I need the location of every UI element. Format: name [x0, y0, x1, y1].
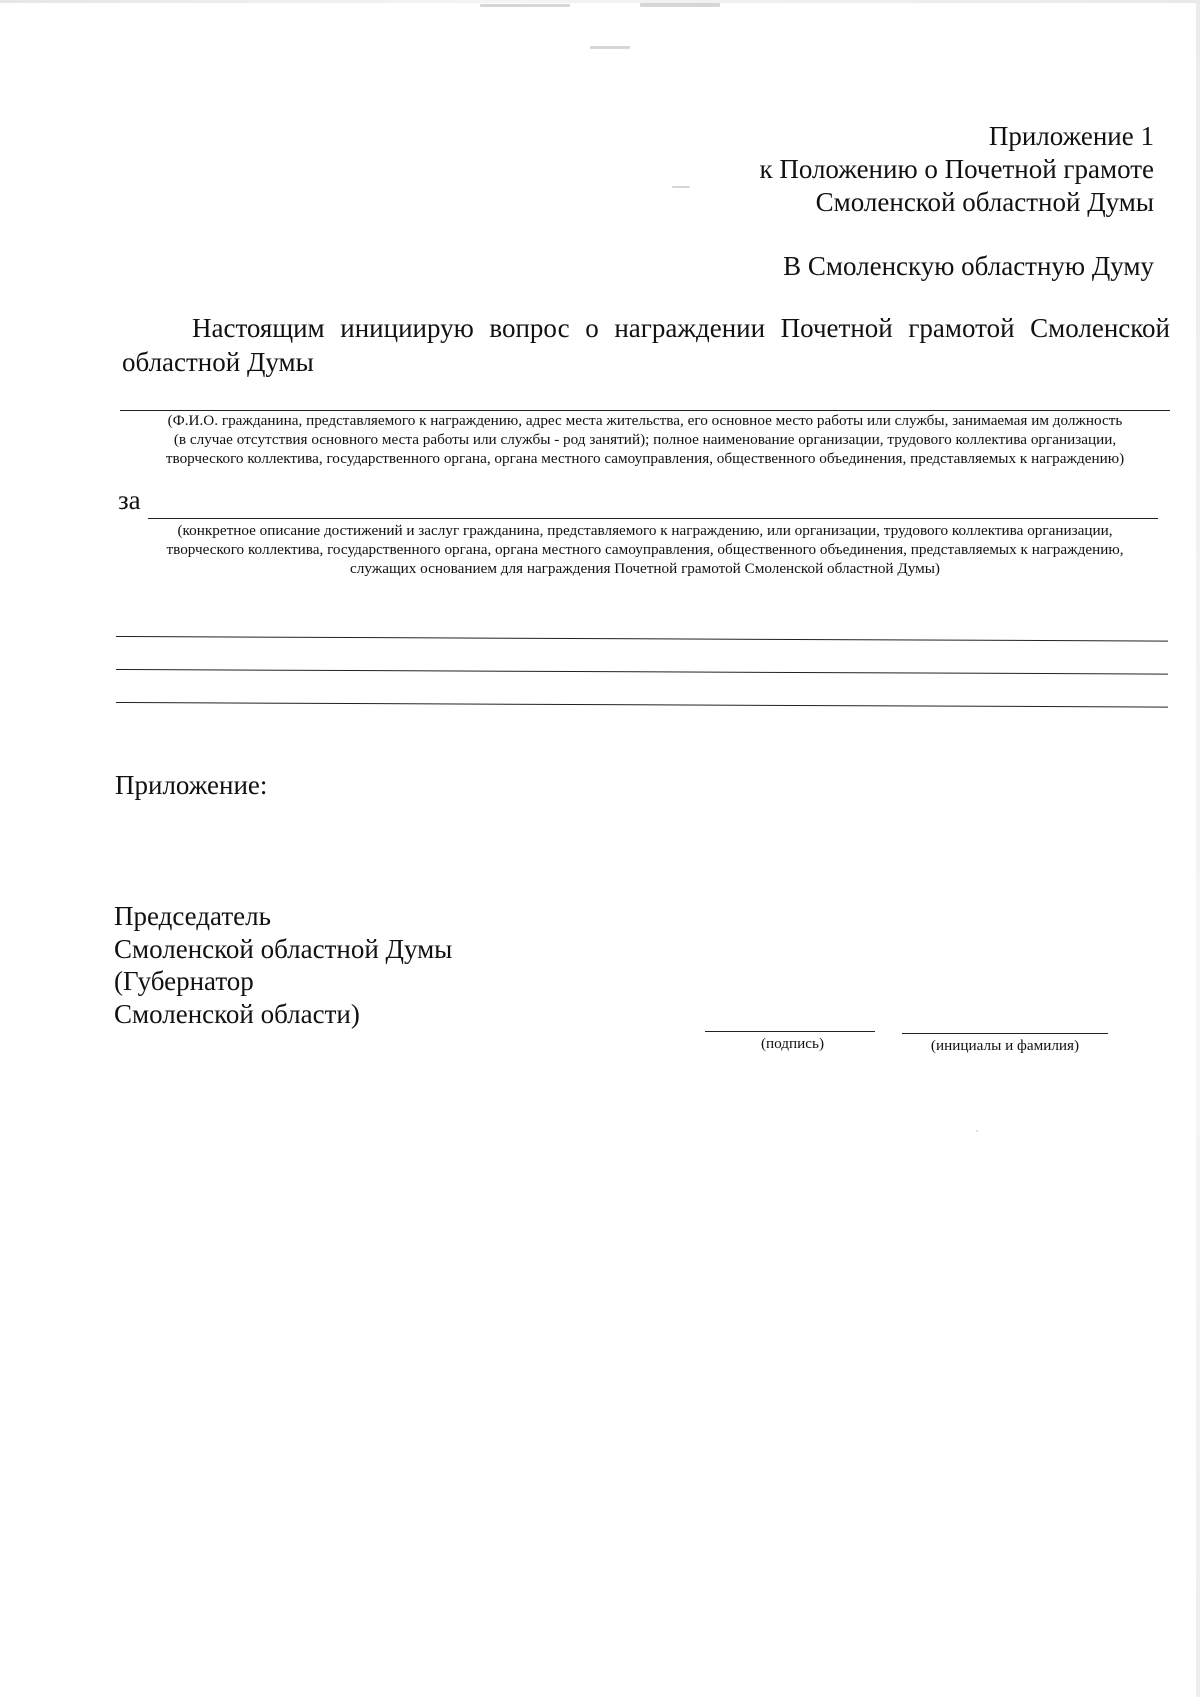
name-caption: (инициалы и фамилия) — [930, 1037, 1080, 1054]
appendix-reference: к Положению о Почетной грамоте — [759, 154, 1154, 184]
scan-speck — [672, 186, 690, 188]
chairman-line: Смоленской областной Думы — [114, 933, 453, 964]
chairman-block — [114, 900, 452, 1030]
merits-caption-line: служащих основанием для награждения Почетной грамотой Смоленской областной Думы) — [350, 560, 940, 577]
blank-line-3[interactable] — [116, 702, 1168, 708]
nominee-caption — [110, 411, 1180, 468]
merits-caption — [115, 521, 1175, 578]
name-line[interactable] — [902, 1033, 1108, 1034]
appendix-body: Смоленской областной Думы — [815, 187, 1154, 217]
for-label: за — [118, 485, 141, 515]
nominee-caption-line: (в случае отсутствия основного места работы или службы - род занятий); полное наименование организации, трудового коллектива организации, — [173, 431, 1117, 448]
signature-caption: (подпись) — [760, 1035, 825, 1052]
appendix-number: Приложение 1 — [988, 121, 1154, 151]
merits-fill-line[interactable] — [148, 518, 1158, 519]
scan-speck — [976, 1130, 978, 1132]
nominee-caption-line: творческого коллектива, государственного органа, органа местного самоуправления, общественного объединения, представляемых к награждению) — [165, 450, 1125, 467]
addressee: В Смоленскую областную Думу — [783, 251, 1154, 281]
attachment-label: Приложение: — [115, 770, 268, 800]
scan-right-edge — [1196, 0, 1200, 1697]
scan-speck — [590, 46, 630, 49]
nominee-caption-line: (Ф.И.О. гражданина, представляемого к награждению, адрес места жительства, его основное место работы или службы, занимаемая им должность — [167, 412, 1123, 429]
scan-speck — [640, 3, 720, 7]
merits-caption-line: (конкретное описание достижений и заслуг гражданина, представляемого к награждению, или организации, трудового коллектива организации, — [177, 522, 1113, 539]
blank-line-2[interactable] — [116, 669, 1168, 675]
scan-top-edge — [0, 0, 1200, 3]
chairman-line: Смоленской области) — [114, 998, 360, 1029]
signature-line[interactable] — [705, 1031, 875, 1032]
merits-caption-line: творческого коллектива, государственного органа, органа местного самоуправления, общественного объединения, представляемых к награждению, — [166, 541, 1124, 558]
blank-line-1[interactable] — [116, 636, 1168, 642]
chairman-line: Председатель — [114, 901, 271, 931]
scan-speck — [480, 4, 570, 7]
intro-paragraph: Настоящим инициирую вопрос о награждении Почетной грамотой Смоленской областной Думы — [122, 313, 1170, 377]
appendix-header — [759, 120, 1154, 219]
chairman-line: (Губернатор — [114, 966, 254, 996]
